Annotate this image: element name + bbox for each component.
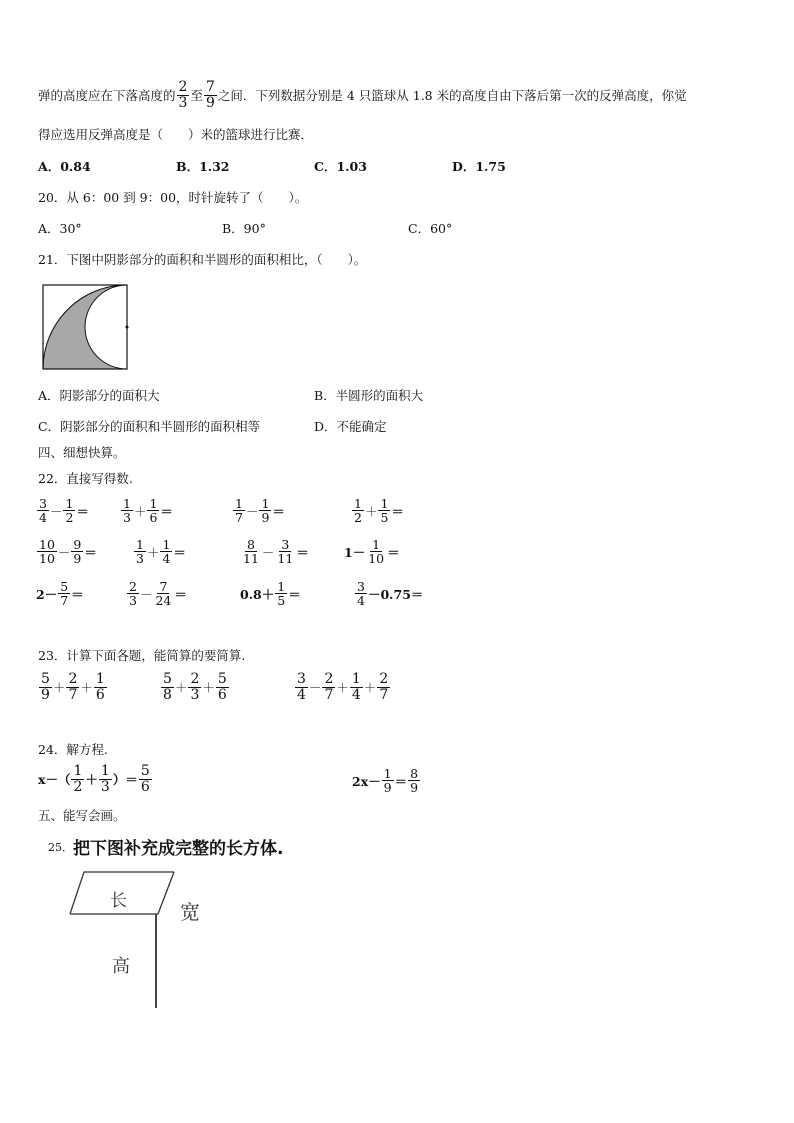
fraction: $\frac{1}{4}$ — [351, 671, 361, 703]
q22-r2-c3: $\frac{8}{11}$ － $\frac{3}{11}$ ＝ — [243, 537, 309, 567]
fraction: $\frac{1}{4}$ — [162, 537, 171, 567]
cuboid-figure — [68, 868, 248, 1013]
fraction: $\frac{5}{7}$ — [60, 579, 69, 609]
q23-expr-2: $\frac{5}{8}$ ＋ $\frac{2}{3}$ ＋ $\frac{5}{6}$ — [163, 671, 227, 703]
q23-expr-1: $\frac{5}{9}$ ＋ $\frac{2}{7}$ ＋ $\frac{1}{6}$ — [41, 671, 105, 703]
q19-option-d[interactable]: D．1.75 — [452, 159, 506, 174]
fraction: $\frac{1}{9}$ — [383, 766, 392, 796]
q22-r3-c4: $\frac{3}{4}$ －0.75＝ — [357, 579, 424, 609]
q21-option-c[interactable]: C．阴影部分的面积和半圆形的面积相等 — [38, 419, 261, 434]
fraction: $\frac{1}{9}$ — [261, 496, 270, 526]
fraction: $\frac{1}{2}$ — [65, 496, 74, 526]
height-label: 高 — [112, 956, 130, 977]
q19-option-b[interactable]: B．1.32 — [176, 159, 230, 174]
fraction: $\frac{1}{6}$ — [95, 671, 105, 703]
q24-equation-2: 2x－ $\frac{1}{9}$ ＝ $\frac{8}{9}$ — [352, 766, 419, 796]
fraction: $\frac{2}{7}$ — [324, 671, 334, 703]
fraction: $\frac{1}{3}$ — [100, 763, 110, 795]
q20-stem: 20．从 6：00 到 9：00，时针旋转了（ ）。 — [38, 190, 308, 205]
fraction: $\frac{1}{6}$ — [149, 496, 158, 526]
fraction: $\frac{1}{10}$ — [368, 537, 385, 567]
section-5-heading: 五、能写会画。 — [38, 808, 126, 823]
fraction: $\frac{2}{3}$ — [190, 671, 200, 703]
fraction: $\frac{5}{8}$ — [163, 671, 172, 703]
q19-line1 — [38, 80, 687, 110]
fraction: $\frac{1}{2}$ — [354, 496, 362, 526]
fraction: $\frac{8}{9}$ — [410, 766, 419, 796]
q22-r1-c1: $\frac{3}{4}$ － $\frac{1}{2}$ ＝ — [39, 496, 89, 526]
fraction: $\frac{10}{10}$ — [39, 537, 55, 567]
q21-stem: 21．下图中阴影部分的面积和半圆形的面积相比，（ ）。 — [38, 252, 367, 267]
fraction: $\frac{2}{7}$ — [379, 671, 389, 703]
q22-r2-c2: $\frac{1}{3}$ ＋ $\frac{1}{4}$ ＝ — [136, 537, 186, 567]
fraction: $\frac{3}{4}$ — [297, 671, 306, 703]
section-4-heading: 四、细想快算。 — [38, 445, 126, 460]
q22-r1-c3: $\frac{1}{7}$ － $\frac{1}{9}$ ＝ — [235, 496, 285, 526]
q22-r1-c4: $\frac{1}{2}$ ＋ $\frac{1}{5}$ ＝ — [354, 496, 404, 526]
q23-expr-3: $\frac{3}{4}$ － $\frac{2}{7}$ ＋ $\frac{1}{4}$ ＋ $\frac{2}{7}$ — [297, 671, 389, 703]
fraction: $\frac{9}{9}$ — [73, 537, 82, 567]
fraction: $\frac{1}{3}$ — [136, 537, 144, 567]
q20-option-a[interactable]: A．30° — [38, 221, 82, 236]
q19-option-a[interactable]: A．0.84 — [38, 159, 91, 174]
q22-r2-c1: $\frac{10}{10}$ － $\frac{9}{9}$ ＝ — [39, 537, 97, 567]
fraction: $\frac{7}{9}$ — [205, 79, 215, 111]
width-label: 宽 — [180, 900, 200, 924]
q19-option-c[interactable]: C．1.03 — [314, 159, 367, 174]
fraction: $\frac{5}{9}$ — [41, 671, 50, 703]
q22-stem: 22．直接写得数. — [38, 471, 133, 486]
q19-suffix: 之间．下列数据分别是 4 只篮球从 1.8 米的高度自由下落后第一次的反弹高度，你觉 — [217, 88, 687, 104]
q23-stem: 23．计算下面各题，能简算的要简算. — [38, 648, 246, 663]
q21-option-b[interactable]: B．半圆形的面积大 — [314, 388, 424, 403]
fraction: $\frac{1}{5}$ — [380, 496, 389, 526]
q25-stem: 把下图补充成完整的长方体. — [73, 839, 284, 859]
q19-to: 至 — [190, 88, 203, 104]
fraction: $\frac{3}{4}$ — [357, 579, 365, 609]
q19-line2: 得应选用反弹高度是（ ）米的篮球进行比赛． — [38, 127, 314, 142]
q22-r1-c2: $\frac{1}{3}$ ＋ $\frac{1}{6}$ ＝ — [123, 496, 173, 526]
q22-r3-c2: $\frac{2}{3}$ － $\frac{7}{24}$ ＝ — [129, 579, 187, 609]
q22-r2-c4: 1－ $\frac{1}{10}$ ＝ — [344, 537, 400, 567]
q24-equation-1: x－（ $\frac{1}{2}$ ＋ $\frac{1}{3}$ ）＝ $\frac{5}{6}$ — [38, 763, 150, 795]
fraction: $\frac{1}{7}$ — [235, 496, 243, 526]
q25-number: 25． — [48, 840, 73, 854]
fraction: $\frac{1}{5}$ — [277, 579, 286, 609]
q19-prefix: 弹的高度应在下落高度的 — [38, 88, 176, 104]
q21-option-d[interactable]: D．不能确定 — [314, 419, 387, 434]
q25-stem-line — [48, 834, 283, 859]
fraction: $\frac{2}{3}$ — [129, 579, 137, 609]
q22-r3-c3: 0.8＋ $\frac{1}{5}$ ＝ — [240, 579, 301, 609]
fraction: $\frac{1}{2}$ — [73, 763, 83, 795]
fraction: $\frac{7}{24}$ — [155, 579, 172, 609]
fraction: $\frac{3}{4}$ — [39, 496, 47, 526]
q24-stem: 24．解方程. — [38, 742, 108, 757]
fraction: $\frac{5}{6}$ — [140, 763, 150, 795]
q22-r3-c1: 2－ $\frac{5}{7}$ ＝ — [36, 579, 84, 609]
q20-option-b[interactable]: B．90° — [222, 221, 266, 236]
fraction: $\frac{2}{7}$ — [68, 671, 78, 703]
fraction: $\frac{1}{3}$ — [123, 496, 131, 526]
q20-option-c[interactable]: C．60° — [408, 221, 453, 236]
fraction: $\frac{2}{3}$ — [178, 79, 188, 111]
length-label: 长 — [110, 891, 127, 911]
q21-option-a[interactable]: A．阴影部分的面积大 — [38, 388, 160, 403]
shaded-square-figure — [42, 284, 132, 372]
fraction: $\frac{5}{6}$ — [217, 671, 227, 703]
fraction: $\frac{3}{11}$ — [277, 537, 294, 567]
fraction: $\frac{8}{11}$ — [243, 537, 259, 567]
